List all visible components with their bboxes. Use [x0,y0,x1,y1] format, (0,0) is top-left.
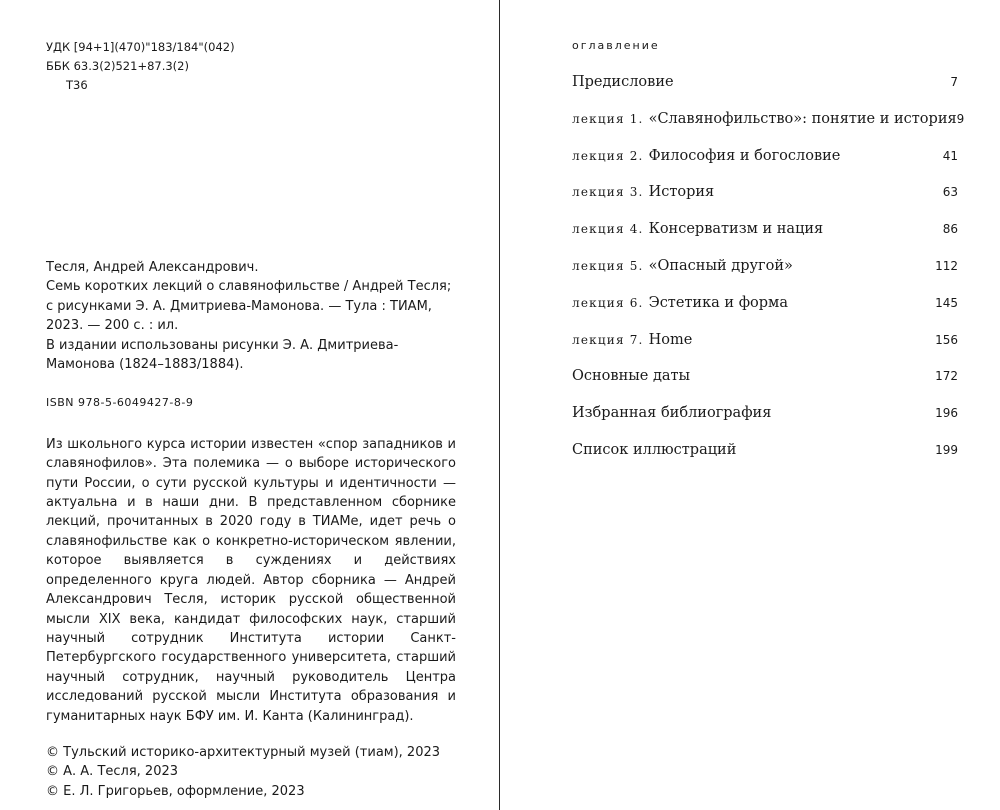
book-description: Из школьного курса истории известен «спор западников и славянофилов». Эта полемика — о выборе исторического пути России, о сути русской культуры и идентичности — актуальна и в наши дни. В представленном сборнике лекций, прочитанных в 2020 году в ТИАМе, идет речь о славянофильстве как о конкретно-историческом явлении, которое выявляется в суждениях и действиях определенного круга людей. Автор сборника — Андрей Александрович Тесля, историк русской общественной мысли XIX века, кандидат философских наук, старший научный сотрудник Института истории Санкт-Петербургского государственного университета, старший научный сотрудник, научный руководитель Центра исследований русской мысли Института образования и гуманитарных наук БФУ им. И. Канта (Калининград). [46,436,456,724]
toc-entry-label [572,138,840,175]
toc-entry-label [572,432,736,469]
bib-line: Тесля, Андрей Александрович. [46,260,259,275]
toc-entry[interactable] [572,395,958,432]
toc-entry-prefix: лекция 1. [572,111,649,126]
bibliographic-record [46,258,456,374]
udk-code: УДК [94+1](470)"183/184"(042) [46,40,235,54]
toc-entry-prefix: лекция 6. [572,295,649,310]
bbk-code: ББК 63.3(2)521+87.3(2) [46,59,189,73]
copyright-line: © А. А. Тесля, 2023 [46,764,179,780]
copyright-line: © Тульский историко-архитектурный музей (тиам), 2023 [46,744,441,760]
toc-entry-page: 145 [935,295,958,310]
toc-entry-title: «Опасный другой» [648,257,793,274]
toc-entry-title: Основные даты [572,368,691,385]
isbn: ISBN 978-5-6049427-8-9 [46,396,194,410]
toc-title: оглавление [572,39,660,52]
bib-line: 2023. — 200 с. : ил. [46,318,179,334]
toc-entry-label [572,64,674,101]
author-mark: Т36 [66,78,88,92]
toc-entry-label [572,358,690,395]
toc-entry[interactable] [572,64,958,101]
toc-entry-title: Эстетика и форма [648,294,788,311]
toc-entry-title: Список иллюстраций [572,441,737,458]
bib-line: с рисунками Э. А. Дмитриева-Мамонова. — Тула : ТИАМ, [46,298,432,314]
toc-entry[interactable] [572,285,958,322]
right-page [501,0,1000,810]
toc-entry-page: 41 [942,148,958,163]
bib-line: В издании использованы рисунки Э. А. Дмитриева- [46,337,399,353]
toc-entry[interactable] [572,101,965,138]
toc-entry-page: 7 [950,75,958,89]
toc-entry-page: 9 [956,111,965,126]
toc-entry-page: 199 [935,442,958,457]
toc-entry[interactable] [572,138,958,175]
toc-entry[interactable] [572,211,958,248]
toc-entry[interactable] [572,358,958,395]
catalog-codes [46,38,235,95]
toc-entry-prefix: лекция 2. [572,148,649,163]
toc-entry-label [572,322,692,359]
copyright-line: © Е. Л. Григорьев, оформление, 2023 [46,783,305,799]
toc-entry-title: «Славянофильство»: понятие и история [648,110,957,127]
toc-entry-label [572,248,793,285]
copyright-block [46,743,456,801]
toc-entry-title: Консерватизм и нация [648,221,824,238]
toc-entry-page: 196 [935,406,958,421]
toc-entry-page: 86 [942,222,958,237]
toc-entry-title: Философия и богословие [648,147,841,164]
toc-entry-prefix: лекция 3. [572,185,649,200]
toc-entry-page: 63 [942,185,958,200]
toc-entry-title: Предисловие [572,74,674,90]
toc-entry-label [572,174,714,211]
toc-entry-label [572,395,771,432]
bib-line: Семь коротких лекций о славянофильстве / Андрей Тесля; [46,279,452,295]
toc-entry-title: История [648,184,715,201]
toc-entry-label [572,101,957,138]
toc-entry-page: 112 [935,258,958,273]
toc-entry-label [572,211,823,248]
toc-entry[interactable] [572,248,958,285]
toc-entry-page: 156 [935,332,958,347]
table-of-contents [572,64,965,469]
toc-entry-prefix: лекция 7. [572,332,649,347]
toc-entry-label [572,285,788,322]
toc-entry-prefix: лекция 4. [572,222,649,237]
toc-entry[interactable] [572,432,958,469]
toc-entry-page: 172 [935,369,958,384]
toc-entry[interactable] [572,174,958,211]
bib-line: Мамонова (1824–1883/1884). [46,357,244,373]
page-divider [499,0,500,810]
toc-entry-prefix: лекция 5. [572,258,649,273]
imprint-block [46,258,456,801]
toc-entry-title: Home [648,331,693,348]
toc-entry[interactable] [572,322,958,359]
toc-entry-title: Избранная библиография [572,405,772,422]
